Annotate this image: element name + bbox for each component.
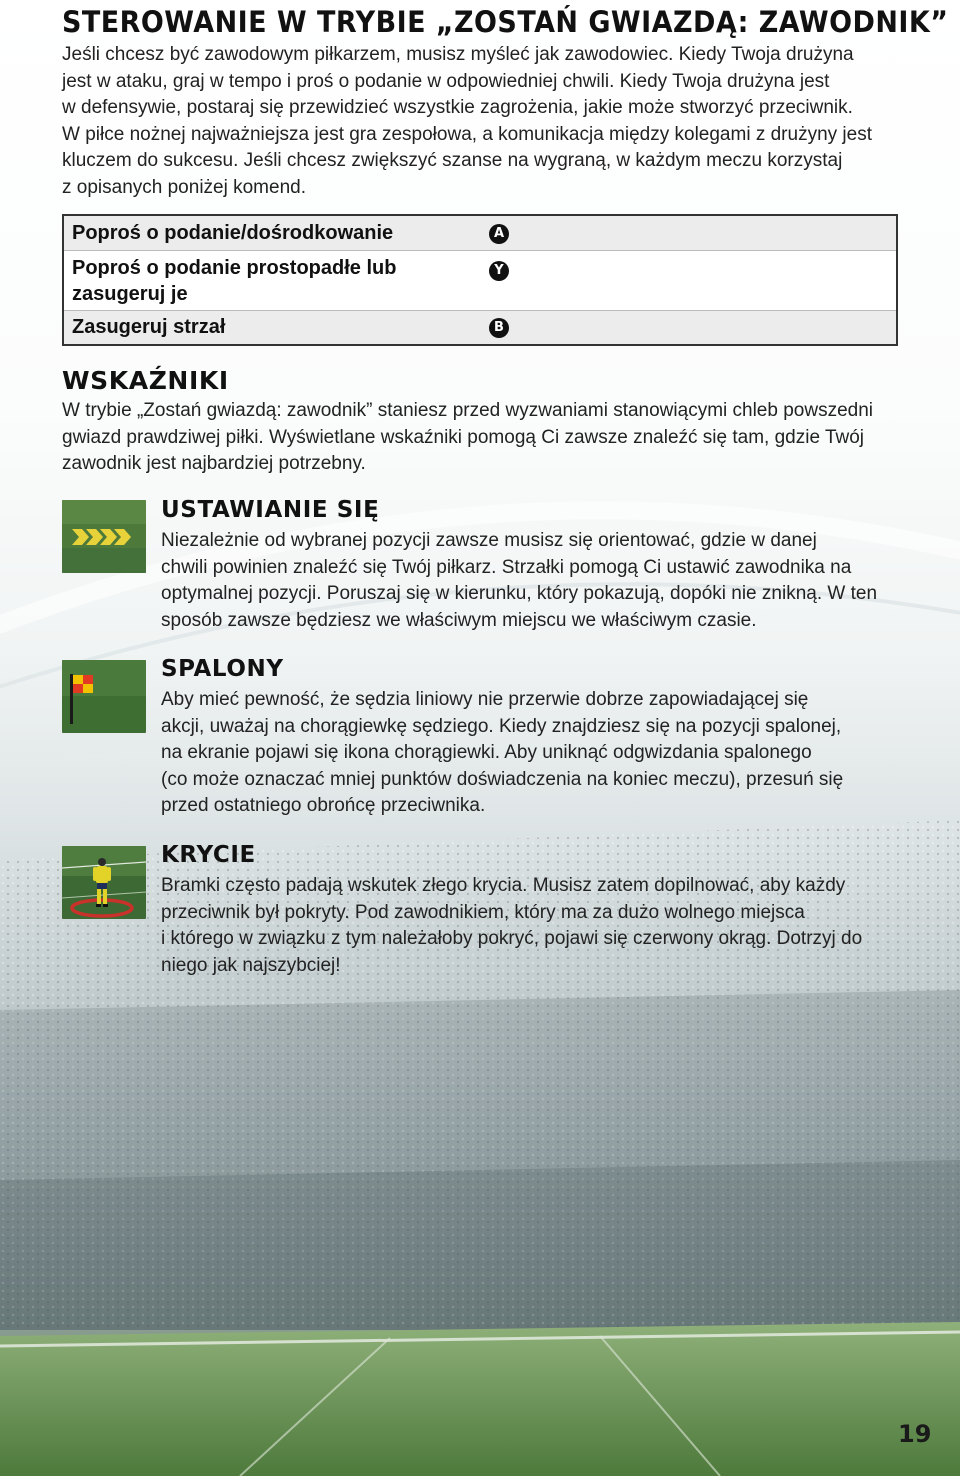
indicators-heading: WSKAŹNIKI [62,366,229,395]
positioning-heading: USTAWIANIE SIĘ [161,497,380,523]
offside-heading: SPALONY [161,656,284,682]
y-button-icon: Y [489,261,509,281]
intro-line: w defensywie, postaraj się przewidzieć wszystkie zagrożenia, jakie może stworzyć przeciwnik. [62,97,853,119]
indicators-intro-line: zawodnik jest najbardziej potrzebny. [62,453,366,475]
offside-flag-icon [62,660,146,733]
indicators-intro-line: W trybie „Zostań gwiazdą: zawodnik” staniesz przed wyzwaniami stanowiącymi chleb powszedni [62,400,873,421]
indicators-intro-line: gwiazd prawdziwej piłki. Wyświetlane wskaźniki pomogą Ci zawsze znaleźć się tam, gdzie Twój [62,426,865,448]
chevron-arrows-icon [62,500,146,573]
offside-line: przed ostatniego obrońcę przeciwnika. [161,795,486,817]
intro-line: z opisanych poniżej komend. [62,176,306,198]
command-label: Poproś o podanie/dośrodkowanie [72,222,394,244]
intro-paragraph [62,42,898,202]
positioning-line: chwili powinien znaleźć się Twój piłkarz. Strzałki pomogą Ci ustawić zawodnika na [161,556,852,578]
indicators-intro [62,398,898,478]
marking-text [161,873,898,979]
marking-heading: KRYCIE [161,842,256,868]
marking-line: przeciwnik był pokryty. Pod zawodnikiem, który ma za dużo wolnego miejsca [161,901,805,923]
marking-line: i którego w związku z tym należałoby pokryć, pojawi się czerwony okrąg. Dotrzyj do [161,928,863,950]
offside-thumbnail [62,660,146,733]
command-row [64,311,896,344]
command-row [64,216,896,251]
a-button-icon: A [489,224,509,244]
positioning-line: sposób zawsze będziesz we właściwym miejscu we właściwym czasie. [161,609,757,631]
marking-thumbnail [62,846,146,919]
positioning-thumbnail [62,500,146,573]
offside-text [161,687,898,820]
intro-line: Jeśli chcesz być zawodowym piłkarzem, musisz myśleć jak zawodowiec. Kiedy Twoja drużyna [62,44,854,65]
b-button-icon: B [489,318,509,338]
offside-line: akcji, uważaj na chorągiewkę sędziego. Kiedy znajdziesz się na pozycji spalonej, [161,715,842,737]
offside-line: Aby mieć pewność, że sędzia liniowy nie przerwie dobrze zapowiadającej się [161,689,809,710]
positioning-line: optymalnej pozycji. Poruszaj się w kierunku, który pokazują, dopóki nie znikną. W ten [161,583,878,605]
command-label [72,255,462,307]
intro-line: W piłce nożnej najważniejsza jest gra zespołowa, a komunikacja między kolegami z drużyny jest [62,123,872,145]
commands-table [62,214,898,346]
offside-line: (co może oznaczać mniej punktów doświadczenia na koniec meczu), przesuń się [161,768,844,790]
positioning-text [161,528,898,634]
positioning-line: Niezależnie od wybranej pozycji zawsze musisz się orientować, gdzie w danej [161,530,817,551]
command-label-line: zasugeruj je [72,283,188,305]
page-number: 19 [898,1420,932,1448]
intro-line: kluczem do sukcesu. Jeśli chcesz zwiększyć szanse na wygraną, w każdym meczu korzystaj [62,150,843,172]
command-row [64,251,896,311]
offside-line: na ekranie pojawi się ikona chorągiewki. Aby uniknąć odgwizdania spalonego [161,742,812,764]
marking-line: Bramki często padają wskutek złego krycia. Musisz zatem dopilnować, aby każdy [161,875,846,896]
marking-player-icon [62,846,146,919]
marking-line: niego jak najszybciej! [161,954,341,976]
command-label: Zasugeruj strzał [72,316,226,338]
command-label-line: Poproś o podanie prostopadłe lub [72,257,397,279]
page-title: STEROWANIE W TRYBIE „ZOSTAŃ GWIAZDĄ: ZAWODNIK” [62,5,949,39]
intro-line: jest w ataku, graj w tempo i proś o podanie w odpowiedniej chwili. Kiedy Twoja drużyna jest [62,70,830,92]
